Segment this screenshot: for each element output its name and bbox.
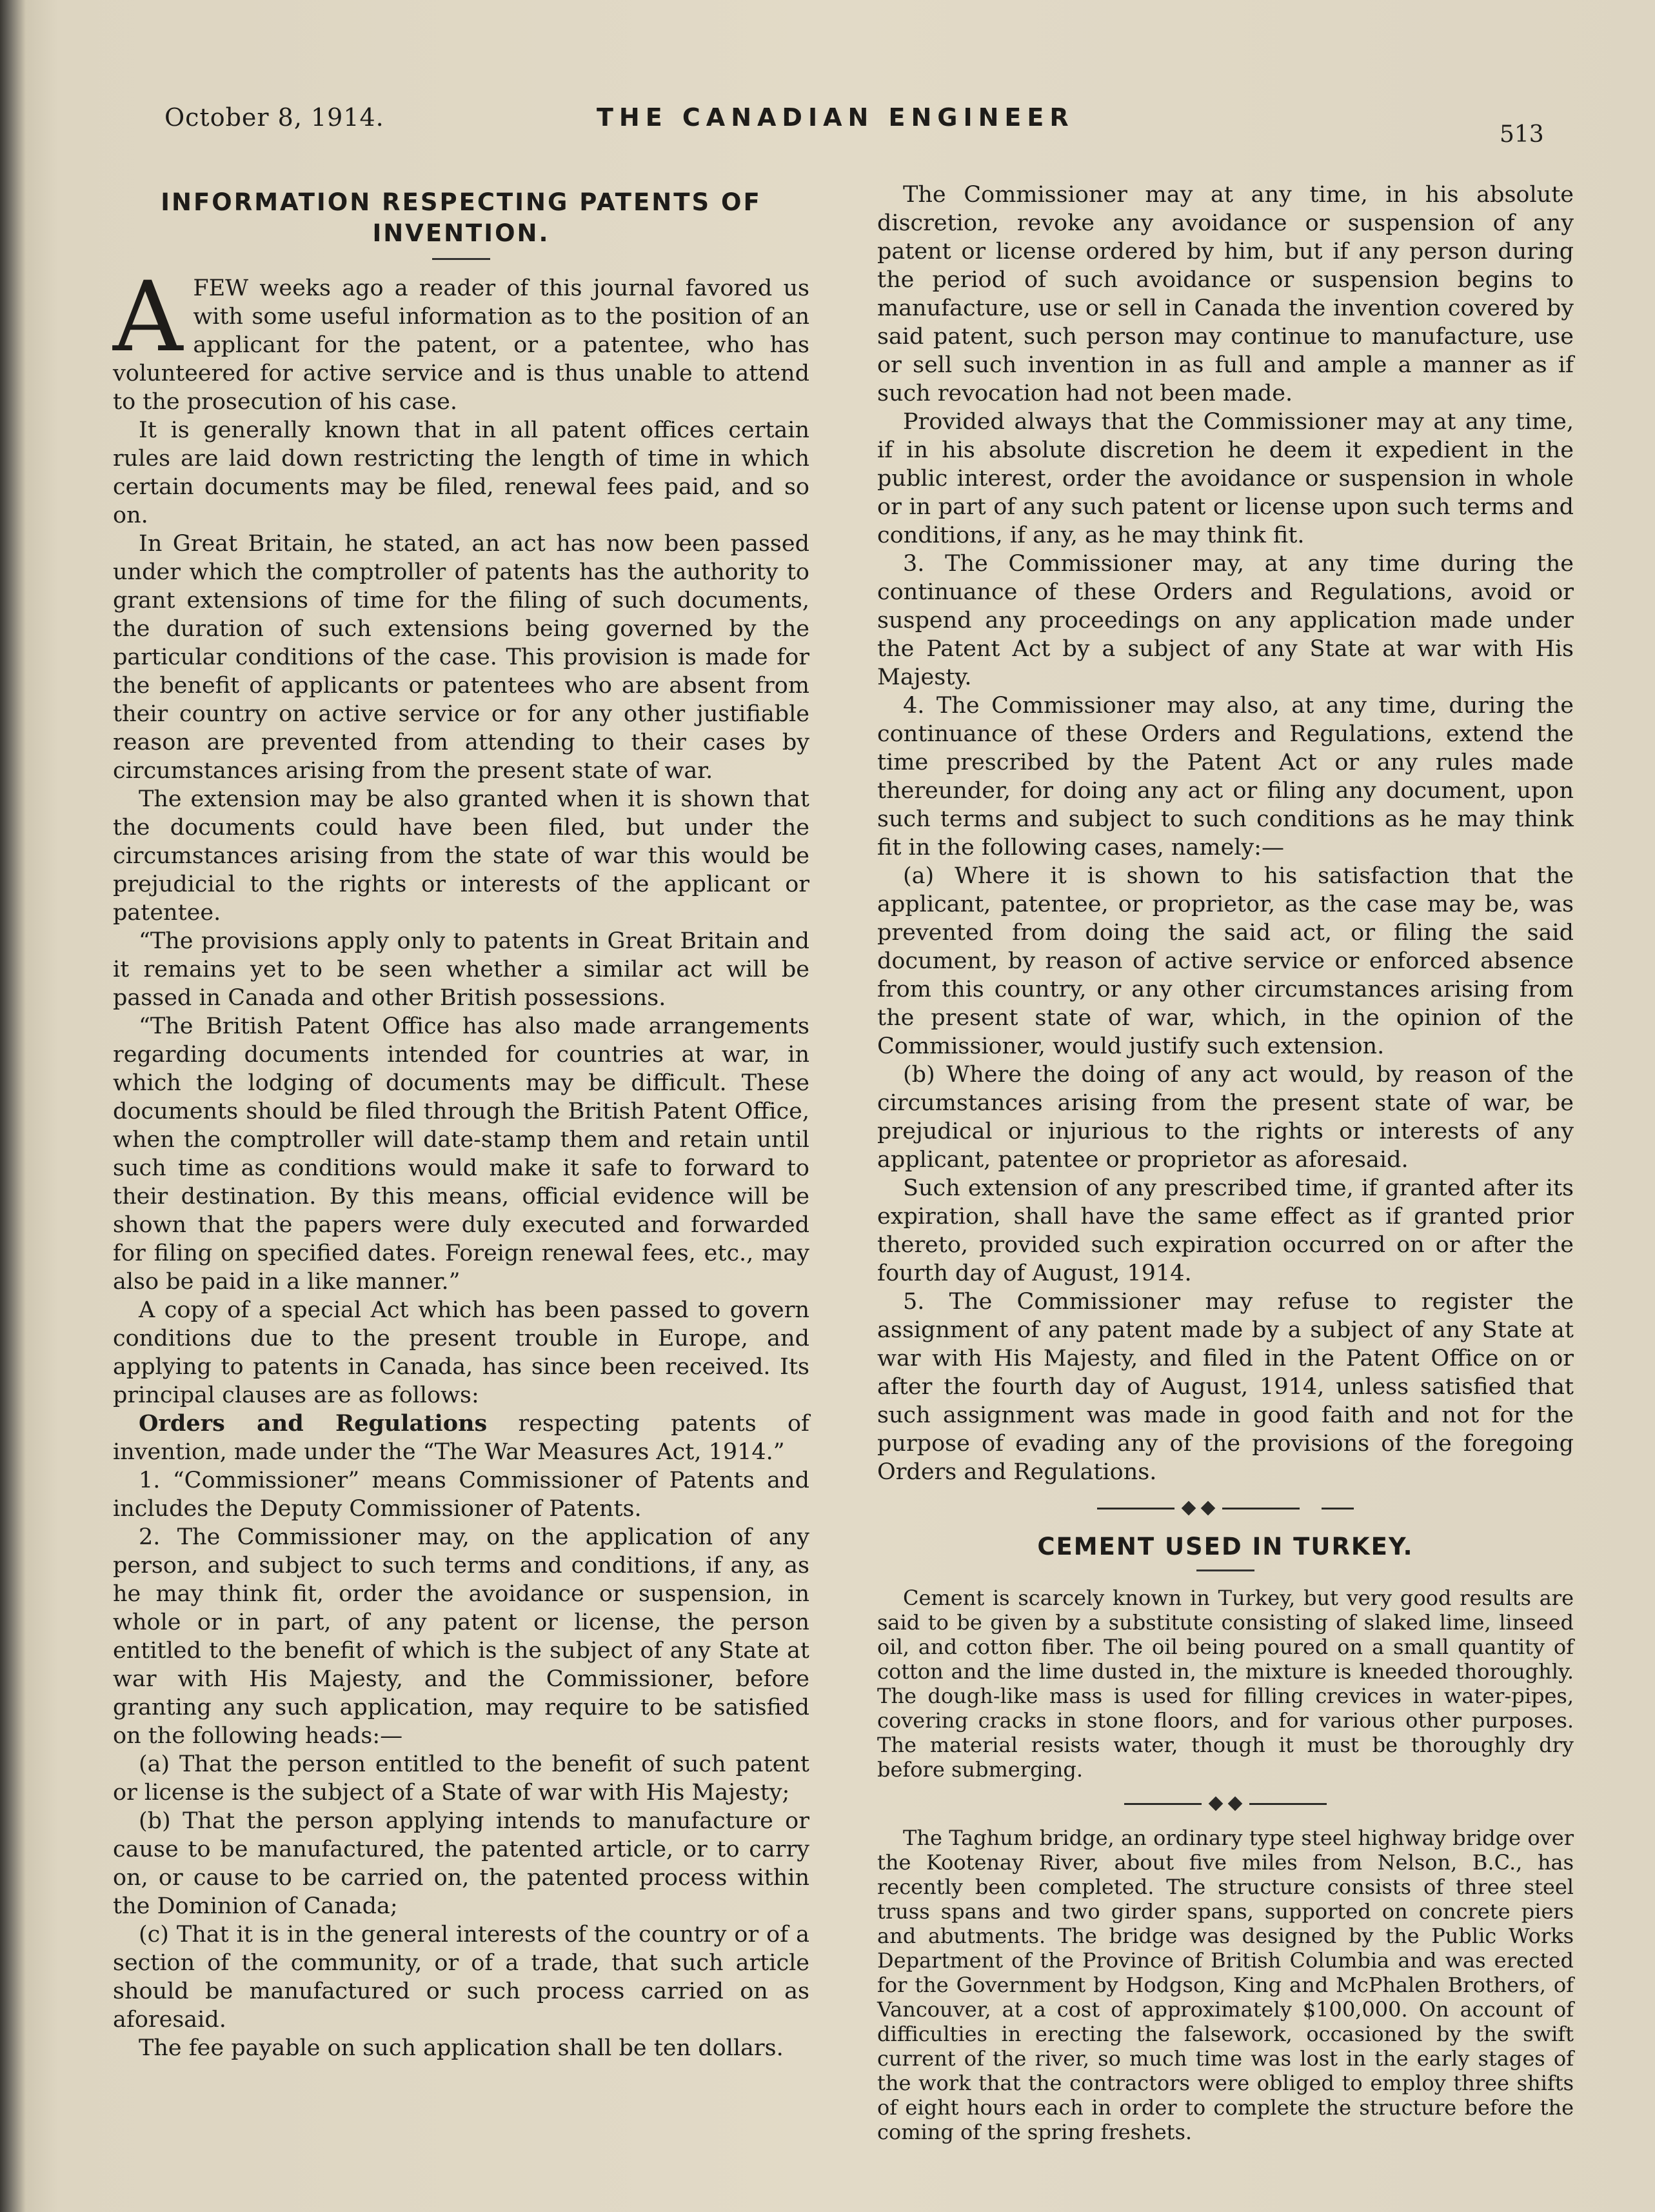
divider-ornament — [1209, 1797, 1224, 1811]
paragraph: The extension may be also granted when it is shown that the documents could have been filed, but under the circumstances arising from the state of war this would be prejudicial to the rights or interests of the applicant or patentee. — [113, 786, 809, 926]
page-number: 513 — [1500, 121, 1544, 148]
divider-ornament — [1201, 1501, 1216, 1516]
left-column — [113, 181, 809, 2062]
divider-ornament — [1228, 1797, 1243, 1811]
running-head — [164, 97, 1545, 148]
paragraph: The Commissioner may at any time, in his absolute discretion, revoke any avoidance or suspension of any patent or license ordered by him, but if any person during the period of such avoidance or suspension begins to manufacture, use or sell in Canada the invention covered by said patent, such person may continue to manufacture, use or sell such invention in as full and ample a manner as if such revocation had not been made. — [877, 182, 1574, 406]
paragraph-fee: The fee payable on such application shall be ten dollars. — [139, 2035, 784, 2061]
section-divider — [877, 1503, 1574, 1513]
clause-2b: (b) That the person applying intends to manufacture or cause to be manufactured, the patented article, or to carry on, or cause to be carried on, the patented process within the Dominion of Canada; — [113, 1808, 809, 1919]
paragraph: “The provisions apply only to patents in Great Britain and it remains yet to be seen whether a similar act will be passed in Canada and other British possessions. — [113, 928, 809, 1011]
paragraph: A copy of a special Act which has been passed to govern conditions due to the present trouble in Europe, and applying to patents in Canada, has since been received. Its principal clauses are as follows: — [113, 1297, 809, 1408]
clause-1: 1. “Commissioner” means Commissioner of Patents and includes the Deputy Commissioner of Patents. — [113, 1468, 809, 1522]
paragraph: It is generally known that in all patent offices certain rules are laid down restricting the length of time in which certain documents may be filed, renewal fees paid, and so on. — [113, 417, 809, 528]
bridge-article — [877, 1826, 1574, 2144]
paragraph: In Great Britain, he stated, an act has now been passed under which the comptroller of patents has the authority to grant extensions of time for the filing of such documents, the duration of such extensions being governed by the particular conditions of the case. This provision is made for the benefit of applicants or patentees who are absent from their country on active service or for any other justifiable reason are prevented from attending to their cases by circumstances arising from the present state of war. — [113, 531, 809, 784]
clause-5: 5. The Commissioner may refuse to register the assignment of any patent made by a subject of any State at war with His Majesty, and filed in the Patent Office on or after the fourth day of August, 1914, unless satisfied that such assignment was made in good faith and not for the purpose of evading any of the provisions of the foregoing Orders and Regulations. — [877, 1289, 1574, 1485]
clause-2c: (c) That it is in the general interests of the country or of a section of the community, or of a trade, that such article should be manufactured or such process carried on as aforesaid. — [113, 1922, 809, 2033]
article-title — [113, 187, 809, 249]
clause-4: 4. The Commissioner may also, at any time, during the continuance of these Orders and Regulations, extend the time prescribed by the Patent Act or any rules made thereunder, for doing any act or filing any document, upon such terms and subject to such conditions as he may think fit in the following cases, namely:— — [877, 693, 1574, 861]
issue-date: October 8, 1914. — [164, 103, 384, 132]
paragraph-intro — [113, 261, 809, 416]
bridge-article-body: The Taghum bridge, an ordinary type steel highway bridge over the Kootenay River, about five miles from Nelson, B.C., has recently been completed. The structure consists of three steel truss spans and two girder spans, supported on concrete piers and abutments. The bridge was designed by the Public Works Department of the Province of British Columbia and was erected for the Government by Hodgson, King and McPhalen Brothers, of Vancouver, at a cost of approximately $100,000. On account of difficulties in erecting the falsework, occasioned by the swift current of the river, so much time was lost in the early stages of the work that the contractors were obliged to employ three shifts of eight hours each in order to complete the structure before the coming of the spring freshets. — [877, 1826, 1574, 2144]
orders-text: respecting patents of invention, made under the “The War Measures Act, 1914.” — [113, 1411, 809, 1465]
orders-heading: Orders and Regulations — [139, 1410, 488, 1437]
paragraph: Such extension of any prescribed time, if granted after its expiration, shall have the same effect as if granted prior thereto, provided such expiration occurred on or after the fourth day of August, 1914. — [877, 1175, 1574, 1286]
right-column — [877, 181, 1574, 2144]
clause-2a: (a) That the person entitled to the benefit of such patent or license is the subject of a State of war with His Majesty; — [113, 1751, 809, 1806]
cement-article-body: Cement is scarcely known in Turkey, but very good results are said to be given by a substitute consisting of slaked lime, linseed oil, and cotton fiber. The oil being poured on a small quantity of cotton and the lime dusted in, the mixture is kneeded thoroughly. The dough-like mass is used for filling crevices in water-pipes, covering cracks in stone floors, and for various other purposes. The material resists water, though it must be thoroughly dry before submerging. — [877, 1586, 1574, 1782]
journal-title: THE CANADIAN ENGINEER — [597, 103, 1075, 132]
divider-bar — [1249, 1803, 1327, 1805]
title-rule — [432, 258, 490, 260]
paragraph-orders — [113, 1410, 809, 1466]
cement-article-title: CEMENT USED IN TURKEY. — [1037, 1533, 1414, 1560]
section-divider — [877, 1798, 1574, 1809]
divider-bar — [1222, 1508, 1300, 1510]
clause-4b: (b) Where the doing of any act would, by reason of the circumstances arising from the present state of war, be prejudical or injurious to the rights or interests of any applicant, patentee or proprietor as aforesaid. — [877, 1062, 1574, 1173]
clause-4a: (a) Where it is shown to his satisfaction that the applicant, patentee, or proprietor, as the case may be, was prevented from doing the said act, or filing the said document, by reason of active service or enforced absence from this country, or any other circumstances arising from the present state of war, which, in the opinion of the Commissioner, would justify such extension. — [877, 863, 1574, 1059]
paragraph-intro-text: FEW weeks ago a reader of this journal favored us with some useful information as to the position of an applicant for the patent, or a patentee, who has volunteered for active service and is thus unable to attend to the prosecution of his case. — [113, 275, 809, 415]
title-rule — [1196, 1569, 1254, 1571]
cement-article — [877, 1586, 1574, 1782]
divider-ornament — [1182, 1501, 1196, 1516]
divider-bar — [1124, 1803, 1202, 1805]
clause-2: 2. The Commissioner may, on the application of any person, and subject to such terms and conditions, if any, as he may think fit, order the avoidance or suspension, in whole or in part, of any patent or license, the person entitled to the benefit of which is the subject of any State at war with His Majesty, and the Commissioner, before granting any such application, may require to be satisfied on the following heads:— — [113, 1524, 809, 1749]
divider-bar — [1097, 1508, 1174, 1510]
clause-3: 3. The Commissioner may, at any time during the continuance of these Orders and Regulations, avoid or suspend any proceedings on any application made under the Patent Act by a subject of any State at war with His Majesty. — [877, 551, 1574, 690]
drop-cap: A — [113, 261, 183, 374]
article-title-line1: INFORMATION RESPECTING PATENTS OF — [161, 188, 762, 216]
divider-dash — [1322, 1508, 1354, 1510]
paragraph: Provided always that the Commissioner may at any time, if in his absolute discretion he deem it expedient in the public interest, order the avoidance or suspension in whole or in part of any such patent or license upon such terms and conditions, if any, as he may think fit. — [877, 409, 1574, 548]
article-title-line2: INVENTION. — [372, 219, 550, 247]
paragraph: “The British Patent Office has also made arrangements regarding documents intended for countries at war, in which the lodging of documents may be difficult. These documents should be filed through the British Patent Office, when the comptroller will date-stamp them and retain until such time as conditions would make it safe to forward to their destination. By this means, official evidence will be shown that the papers were duly executed and forwarded for filing on specified dates. Foreign renewal fees, etc., may also be paid in a like manner.” — [113, 1013, 809, 1295]
